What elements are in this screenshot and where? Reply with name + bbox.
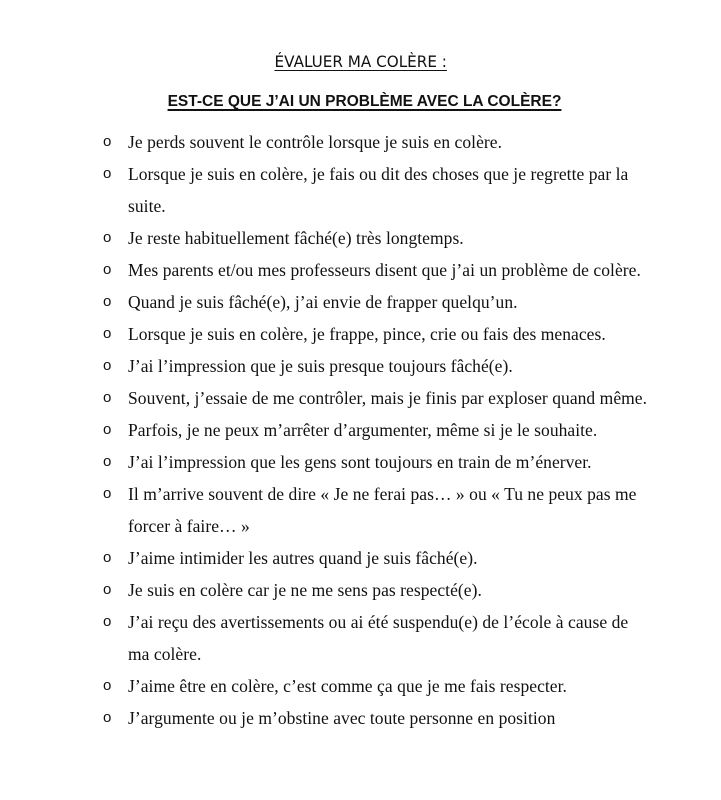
circle-bullet-icon: o <box>103 389 112 406</box>
document-title <box>0 50 721 74</box>
checklist-item-text: J’ai l’impression que je suis presque toujours fâché(e). <box>128 356 513 376</box>
circle-bullet-icon: o <box>103 421 112 438</box>
checklist-item <box>0 670 721 702</box>
checklist-item <box>0 222 721 254</box>
checklist-item-text: Lorsque je suis en colère, je fais ou dit des choses que je regrette par la suite. <box>128 164 629 216</box>
checklist-item <box>0 350 721 382</box>
checklist-item-text: J’argumente ou je m’obstine avec toute personne en position <box>128 708 556 728</box>
checklist-item <box>0 414 721 446</box>
circle-bullet-icon: o <box>103 293 112 310</box>
checklist-item <box>0 702 721 734</box>
checklist-item <box>0 382 721 414</box>
checklist-item-text: J’aime être en colère, c’est comme ça que je me fais respecter. <box>128 676 567 696</box>
circle-bullet-icon: o <box>103 261 112 278</box>
document-title-text: ÉVALUER MA COLÈRE : <box>274 52 447 71</box>
circle-bullet-icon: o <box>103 581 112 598</box>
checklist-item <box>0 318 721 350</box>
circle-bullet-icon: o <box>103 485 112 502</box>
checklist-item-text: Parfois, je ne peux m’arrêter d’argumenter, même si je le souhaite. <box>128 420 598 440</box>
checklist-item <box>0 126 721 158</box>
checklist-item-text: Il m’arrive souvent de dire « Je ne ferai pas… » ou « Tu ne peux pas me forcer à faire… » <box>128 484 637 536</box>
checklist-item-text: Quand je suis fâché(e), j’ai envie de frapper quelqu’un. <box>128 292 518 312</box>
checklist-item <box>0 478 721 542</box>
checklist-item-text: J’aime intimider les autres quand je suis fâché(e). <box>128 548 478 568</box>
circle-bullet-icon: o <box>103 613 112 630</box>
document-subtitle <box>0 90 721 114</box>
checklist-item-text: J’ai reçu des avertissements ou ai été suspendu(e) de l’école à cause de ma colère. <box>128 612 629 664</box>
checklist-item <box>0 158 721 222</box>
circle-bullet-icon: o <box>103 133 112 150</box>
checklist-item-text: Mes parents et/ou mes professeurs disent que j’ai un problème de colère. <box>128 260 641 280</box>
checklist-item-text: Je reste habituellement fâché(e) très longtemps. <box>128 228 464 248</box>
checklist <box>0 126 721 734</box>
checklist-item <box>0 574 721 606</box>
checklist-item-text: Je suis en colère car je ne me sens pas respecté(e). <box>128 580 482 600</box>
circle-bullet-icon: o <box>103 453 112 470</box>
checklist-item <box>0 286 721 318</box>
checklist-item-text: Souvent, j’essaie de me contrôler, mais je finis par exploser quand même. <box>128 388 648 408</box>
circle-bullet-icon: o <box>103 677 112 694</box>
circle-bullet-icon: o <box>103 709 112 726</box>
circle-bullet-icon: o <box>103 549 112 566</box>
checklist-item <box>0 606 721 670</box>
circle-bullet-icon: o <box>103 325 112 342</box>
checklist-item-text: Je perds souvent le contrôle lorsque je suis en colère. <box>128 132 503 152</box>
checklist-item <box>0 446 721 478</box>
circle-bullet-icon: o <box>103 165 112 182</box>
checklist-item <box>0 542 721 574</box>
checklist-item <box>0 254 721 286</box>
circle-bullet-icon: o <box>103 357 112 374</box>
circle-bullet-icon: o <box>103 229 112 246</box>
checklist-item-text: Lorsque je suis en colère, je frappe, pince, crie ou fais des menaces. <box>128 324 606 344</box>
document-subtitle-text: EST-CE QUE J’AI UN PROBLÈME AVEC LA COLÈRE? <box>167 93 562 110</box>
checklist-item-text: J’ai l’impression que les gens sont toujours en train de m’énerver. <box>128 452 592 472</box>
